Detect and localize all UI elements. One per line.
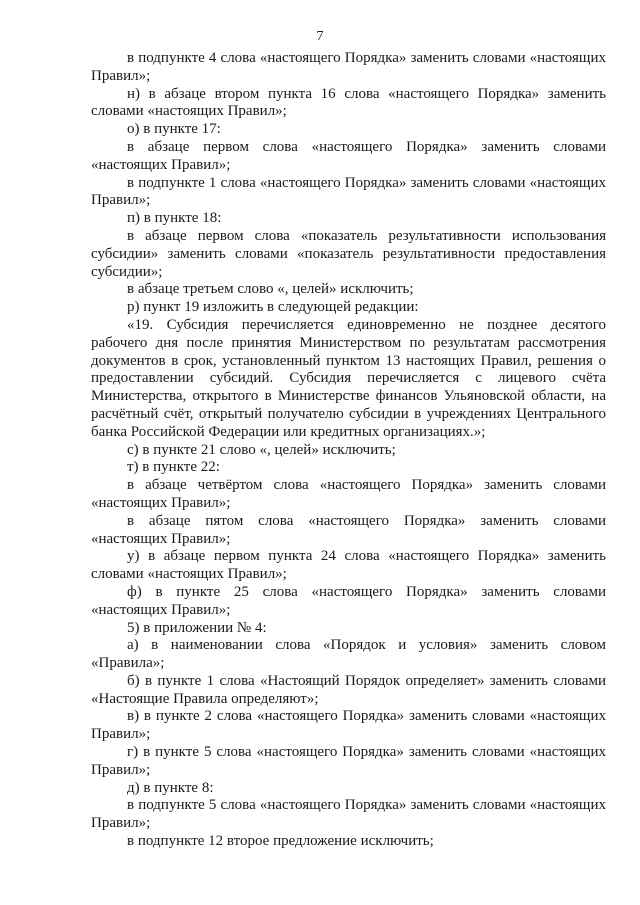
paragraph: а) в наименовании слова «Порядок и условия» заменить словом «Правила»; bbox=[91, 637, 606, 672]
paragraph: в подпункте 5 слова «настоящего Порядка» заменить словами «настоящих Правил»; bbox=[91, 797, 606, 832]
paragraph: в подпункте 1 слова «настоящего Порядка» заменить словами «настоящих Правил»; bbox=[91, 174, 606, 209]
paragraph: в абзаце пятом слова «настоящего Порядка» заменить словами «настоящих Правил»; bbox=[91, 512, 606, 547]
paragraph: в абзаце четвёртом слова «настоящего Порядка» заменить словами «настоящих Правил»; bbox=[91, 477, 606, 511]
paragraph: в подпункте 12 второе предложение исключить; bbox=[127, 833, 434, 850]
paragraph: о) в пункте 17: bbox=[127, 121, 221, 138]
paragraph: в) в пункте 2 слова «настоящего Порядка» заменить словами «настоящих Правил»; bbox=[91, 708, 606, 743]
paragraph: т) в пункте 22: bbox=[127, 459, 220, 476]
paragraph: в подпункте 4 слова «настоящего Порядка» заменить словами «настоящих Правил»; bbox=[91, 50, 606, 84]
paragraph: 5) в приложении № 4: bbox=[127, 619, 267, 636]
paragraph: с) в пункте 21 слово «, целей» исключить; bbox=[127, 441, 396, 458]
paragraph: в абзаце первом слова «показатель результативности использования субсидии» заменить словами «показатель результативности предоставления субсидии»; bbox=[91, 227, 606, 280]
paragraph: «19. Субсидия перечисляется единовременно не позднее десятого рабочего дня после принятия Министерством по результатам рассмотрения документов в срок, установленный пунктом 13 настоящих Правил, решения о предоставлении субсидий. Субсидия перечисляется с лицевого счёта Министерства, открытого в Министерстве финансов Ульяновской области, на расчётный счёт, открытый получателю субсидии в учреждениях Центрального банка Российской Федерации или кредитных организациях.»; bbox=[91, 316, 606, 440]
paragraph: б) в пункте 1 слова «Настоящий Порядок определяет» заменить словами «Настоящие Правила определяют»; bbox=[91, 672, 606, 707]
paragraph: н) в абзаце втором пункта 16 слова «настоящего Порядка» заменить словами «настоящих Правил»; bbox=[91, 85, 606, 120]
document-body bbox=[91, 50, 606, 851]
paragraph: д) в пункте 8: bbox=[127, 779, 214, 796]
page-number: 7 bbox=[316, 29, 324, 44]
paragraph: р) пункт 19 изложить в следующей редакции: bbox=[127, 299, 419, 316]
paragraph: ф) в пункте 25 слова «настоящего Порядка» заменить словами «настоящих Правил»; bbox=[91, 583, 606, 618]
paragraph: в абзаце третьем слово «, целей» исключить; bbox=[127, 281, 414, 298]
paragraph: в абзаце первом слова «настоящего Порядка» заменить словами «настоящих Правил»; bbox=[91, 138, 606, 173]
paragraph: г) в пункте 5 слова «настоящего Порядка» заменить словами «настоящих Правил»; bbox=[91, 744, 606, 778]
paragraph: п) в пункте 18: bbox=[127, 210, 222, 227]
paragraph: у) в абзаце первом пункта 24 слова «настоящего Порядка» заменить словами «настоящих Правил»; bbox=[91, 548, 606, 583]
